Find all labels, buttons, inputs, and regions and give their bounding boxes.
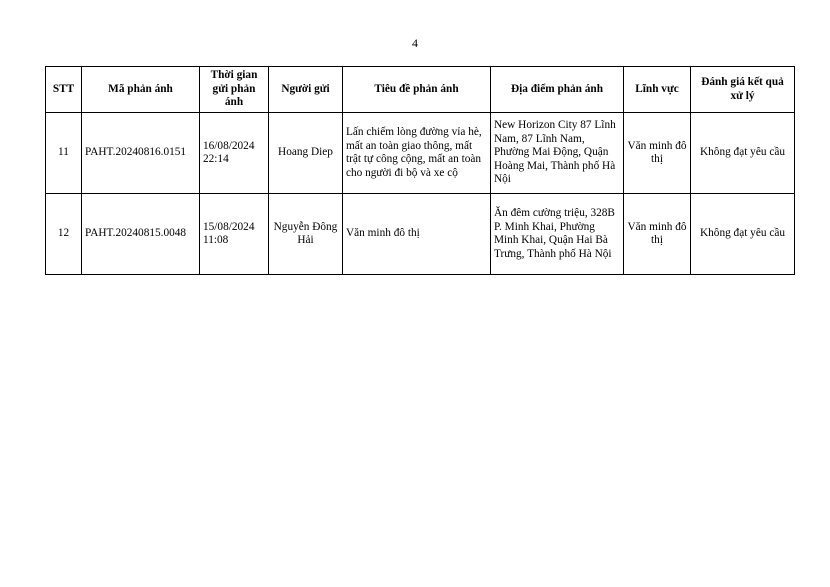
cell-code: PAHT.20240815.0048 bbox=[82, 194, 200, 275]
cell-field: Văn minh đô thị bbox=[624, 194, 691, 275]
cell-title: Lấn chiếm lòng đường vỉa hè, mất an toàn giao thông, mất trật tự công cộng, mất an toàn cho người đi bộ và xe cộ bbox=[343, 113, 491, 194]
header-code: Mã phản ánh bbox=[82, 67, 200, 113]
cell-stt: 11 bbox=[46, 113, 82, 194]
table-header-row bbox=[46, 67, 795, 113]
page-number: 4 bbox=[412, 36, 418, 50]
cell-time: 16/08/2024 22:14 bbox=[200, 113, 269, 194]
cell-sender: Nguyễn Đông Hải bbox=[269, 194, 343, 275]
header-sender: Người gửi bbox=[269, 67, 343, 113]
cell-time: 15/08/2024 11:08 bbox=[200, 194, 269, 275]
table-row bbox=[46, 113, 795, 194]
cell-field: Văn minh đô thị bbox=[624, 113, 691, 194]
header-time: Thời gian gửi phản ánh bbox=[200, 67, 269, 113]
cell-stt: 12 bbox=[46, 194, 82, 275]
cell-result: Không đạt yêu cầu bbox=[691, 113, 795, 194]
cell-location: Ăn đêm cường triệu, 328B P. Minh Khai, Phường Minh Khai, Quận Hai Bà Trưng, Thành phố Hà Nội bbox=[491, 194, 624, 275]
cell-result: Không đạt yêu cầu bbox=[691, 194, 795, 275]
header-field: Lĩnh vực bbox=[624, 67, 691, 113]
header-title: Tiêu đề phản ánh bbox=[343, 67, 491, 113]
table-row bbox=[46, 194, 795, 275]
cell-code: PAHT.20240816.0151 bbox=[82, 113, 200, 194]
cell-location: New Horizon City 87 Lĩnh Nam, 87 Lĩnh Nam, Phường Mai Động, Quận Hoàng Mai, Thành phố Hà Nội bbox=[491, 113, 624, 194]
header-location: Địa điểm phản ánh bbox=[491, 67, 624, 113]
header-stt: STT bbox=[46, 67, 82, 113]
header-result: Đánh giá kết quả xử lý bbox=[691, 67, 795, 113]
cell-title: Văn minh đô thị bbox=[343, 194, 491, 275]
complaint-report-table bbox=[45, 66, 795, 275]
cell-sender: Hoang Diep bbox=[269, 113, 343, 194]
